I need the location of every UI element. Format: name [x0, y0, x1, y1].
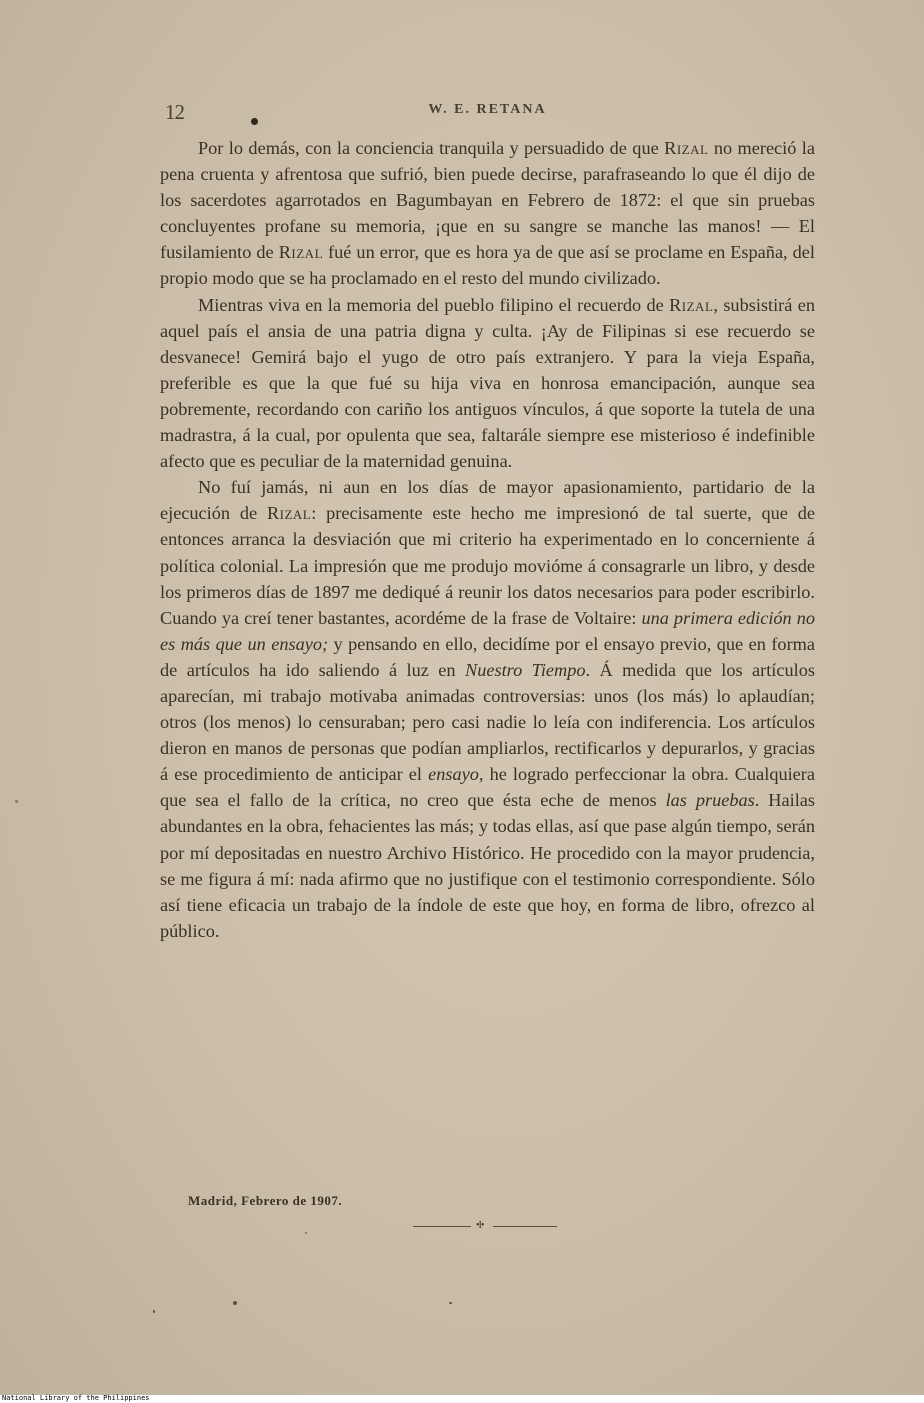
- library-credit: National Library of the Philippines: [2, 1394, 150, 1402]
- text-run: Por lo demás, con la conciencia tranquila y persuadido de que: [198, 138, 665, 158]
- text-run: No fuí jamás, ni aun en los días de mayor apasionamiento, partidario de la ejecución de: [160, 477, 815, 524]
- ink-dot: [251, 118, 258, 125]
- name-rizal: Rizal: [669, 294, 714, 315]
- name-rizal: Rizal: [266, 503, 312, 524]
- publication-title: Nuestro Tiempo: [465, 659, 586, 680]
- body-text: [160, 135, 815, 944]
- ornament-rule-right: [493, 1226, 557, 1227]
- text-run: Mientras viva en la memoria del pueblo filipino el recuerdo de: [198, 294, 670, 315]
- paragraph-1: [160, 135, 815, 292]
- voltaire-quote: una primera edición no es más que un ensayo;: [160, 607, 815, 654]
- text-run: . Á medida que los artículos aparecían, mi trabajo motivaba animadas controversias: unos (los más) lo aplaudían; otros (los menos) lo censuraban; pero casi nadie lo leía con indiferencia. Los artículos dieron en manos de personas que podían ampliarlos, rectificarlos y depurarlos, y gracias á ese procedimiento de anticipar el: [160, 659, 815, 785]
- paragraph-3: [160, 474, 815, 944]
- scan-footer: [0, 1395, 924, 1403]
- running-head: W. E. RETANA: [428, 102, 547, 117]
- paper-speck: [233, 1301, 237, 1305]
- text-run: he logrado perfeccionar la obra. Cualquiera que sea el fallo de la crítica, no creo que ésta eche de menos: [160, 764, 815, 811]
- page-header: [160, 100, 815, 124]
- paper-speck: [153, 1310, 155, 1313]
- paper-speck: [305, 1232, 307, 1234]
- closing-ornament: [413, 1221, 557, 1233]
- text-run: . Hailas abundantes en la obra, fehacientes las más; y todas ellas, así que pase algún tiempo, serán por mí depositadas en nuestro Archivo Histórico. He procedido con la mayor prudencia, se me figura á mí: nada afirmo que no justifique con el testimonio correspondiente. Sólo así tiene eficacia un trabajo de la índole de este que hoy, en forma de libro, ofrezco al público.: [160, 790, 816, 941]
- text-run: no mereció la pena cruenta y afrentosa que sufrió, bien puede decirse, parafraseando lo que él dijo de los sacerdotes agarrotados en Bagumbayan en Febrero de 1872: el que sin pruebas concluyentes profane su memoria, ¡que en su sangre se manche las manos! — El fusilamiento de: [160, 138, 815, 263]
- paper-speck: [15, 800, 18, 803]
- text-run: , subsistirá en aquel país el ansia de una patria digna y culta. ¡Ay de Filipinas si ese recuerdo se desvanece! Gemirá bajo el yugo de otro país extranjero. Y para la vieja España, preferible es que la que fué su hija viva en honrosa emancipación, aunque sea pobremente, recordando con cariño los antiguos vínculos, á que soporte la tutela de una madrastra, á la cual, por opulenta que sea, faltarále siempre ese misterioso é indefinible afecto que es peculiar de la maternidad genuina.: [160, 294, 815, 472]
- text-run: fué un error, que es hora ya de que así se proclame en España, del propio modo que se ha proclamado en el resto del mundo civilizado.: [160, 242, 815, 289]
- ornament-rule-left: [413, 1226, 471, 1227]
- name-rizal: Rizal: [278, 242, 324, 263]
- ornament-glyph: •I•: [476, 1220, 484, 1231]
- text-run: : precisamente este hecho me impresionó de tal suerte, que de entonces arranca la desviación que mi criterio ha experimentado en lo concerniente á política colonial. La impresión que me produjo movióme á consagrarle un libro, y desde los primeros días de 1897 me dediqué á reunir los datos necesarios para poder escribirlo. Cuando ya creí tener bastantes, acordéme de la frase de Voltaire:: [160, 503, 815, 628]
- emphasis-pruebas: las pruebas: [665, 790, 755, 811]
- page-number: 12: [165, 100, 184, 124]
- text-run: y pensando en ello, decidíme por el ensayo previo, que en forma de artículos ha ido saliendo á luz en: [160, 633, 815, 680]
- paragraph-2: [160, 292, 815, 475]
- place-date-signature: Madrid, Febrero de 1907.: [188, 1193, 343, 1208]
- paper-speck: [449, 1302, 452, 1304]
- name-rizal: Rizal: [664, 138, 709, 158]
- emphasis-ensayo: ensayo,: [428, 764, 484, 785]
